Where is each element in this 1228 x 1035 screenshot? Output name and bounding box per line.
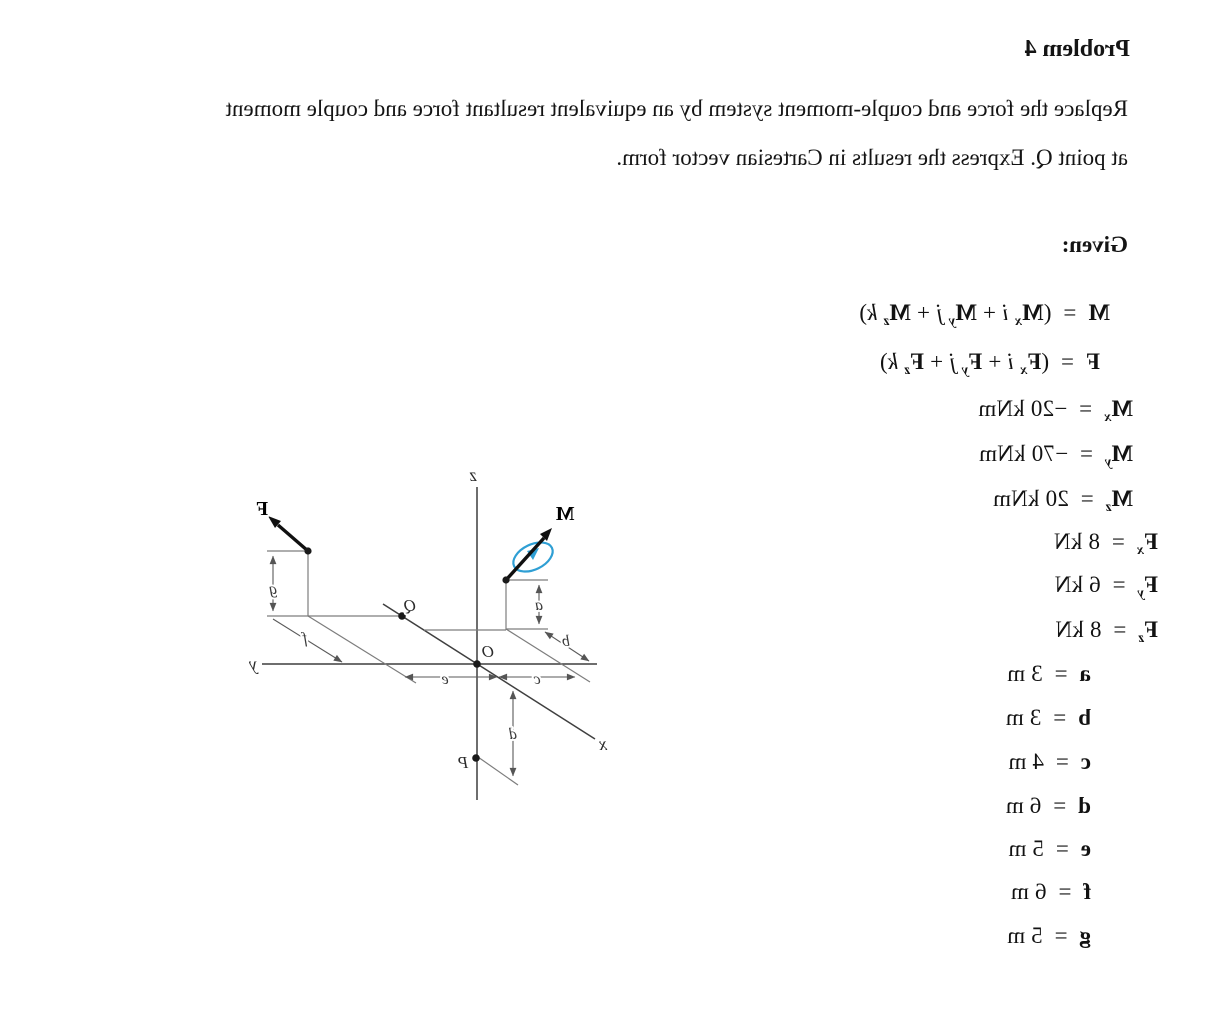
moment-application-dot	[502, 576, 509, 583]
equation-line-15: g = 5 m	[1006, 923, 1091, 948]
point-p-dot	[472, 754, 480, 762]
dim-f-line	[273, 619, 342, 662]
y-axis-label: y	[249, 654, 257, 674]
x-axis-label: x	[599, 734, 607, 754]
plane-diagonal-right	[308, 616, 416, 683]
equation-line-10: b = 3 m	[1005, 705, 1091, 730]
equation-line-12: d = 6 m	[1005, 793, 1091, 818]
z-axis-label: z	[469, 465, 477, 485]
dim-f-label: f	[302, 630, 308, 647]
dim-d-label: d	[509, 726, 517, 743]
point-q-label: Q	[403, 596, 417, 615]
equation-line-7: $F_y$ = 6 kN	[1054, 572, 1158, 601]
dim-g-label: g	[269, 581, 277, 598]
equation-line-9: a = 3 m	[1006, 661, 1091, 686]
equation-line-8: $F_z$ = 8 kN	[1055, 617, 1158, 646]
point-p-tick	[478, 757, 518, 785]
origin-label: O	[481, 642, 495, 661]
force-vector-shaft	[278, 525, 308, 551]
given-heading: Given:	[1061, 232, 1128, 257]
equation-line-3: $M_x$ = −20 kNm	[978, 396, 1133, 425]
equation-line-13: e = 5 m	[1008, 836, 1091, 861]
origin-dot	[473, 660, 481, 668]
dim-e-label: e	[441, 671, 449, 688]
force-vector-label: F	[255, 498, 269, 520]
equation-line-1: M = ($M_x$ $i + M_y$ $j + M_z$ k)	[859, 300, 1110, 329]
equation-line-4: $M_y$ = −70 kNm	[978, 441, 1133, 470]
point-p-label: P	[457, 753, 469, 772]
problem-title: Problem 4	[1024, 36, 1130, 62]
x-axis	[383, 604, 595, 739]
problem-statement-line1: Replace the force and couple-moment system by an equivalent resultant force and couple moment	[225, 96, 1128, 121]
plane-diagonal-left	[506, 629, 590, 682]
problem-statement-line2: at point Q. Express the results in Cartesian vector form.	[616, 145, 1128, 170]
dim-c-label: c	[533, 671, 541, 688]
equation-line-5: $M_z$ = 20 kNm	[992, 486, 1133, 515]
force-application-dot	[304, 547, 311, 554]
equation-line-2: F = ($F_x$ $i + F_y$ $j + F_z$ k)	[879, 349, 1100, 378]
equation-line-14: f = 6 m	[1010, 879, 1091, 904]
equation-line-11: c = 4 m	[1008, 749, 1091, 774]
moment-vector-shaft	[506, 538, 544, 580]
dim-b-label: b	[562, 633, 570, 650]
moment-vector-label: M	[555, 503, 575, 525]
dim-a-label: a	[535, 597, 543, 614]
equation-line-6: $F_x$ = 8 kN	[1053, 529, 1158, 558]
